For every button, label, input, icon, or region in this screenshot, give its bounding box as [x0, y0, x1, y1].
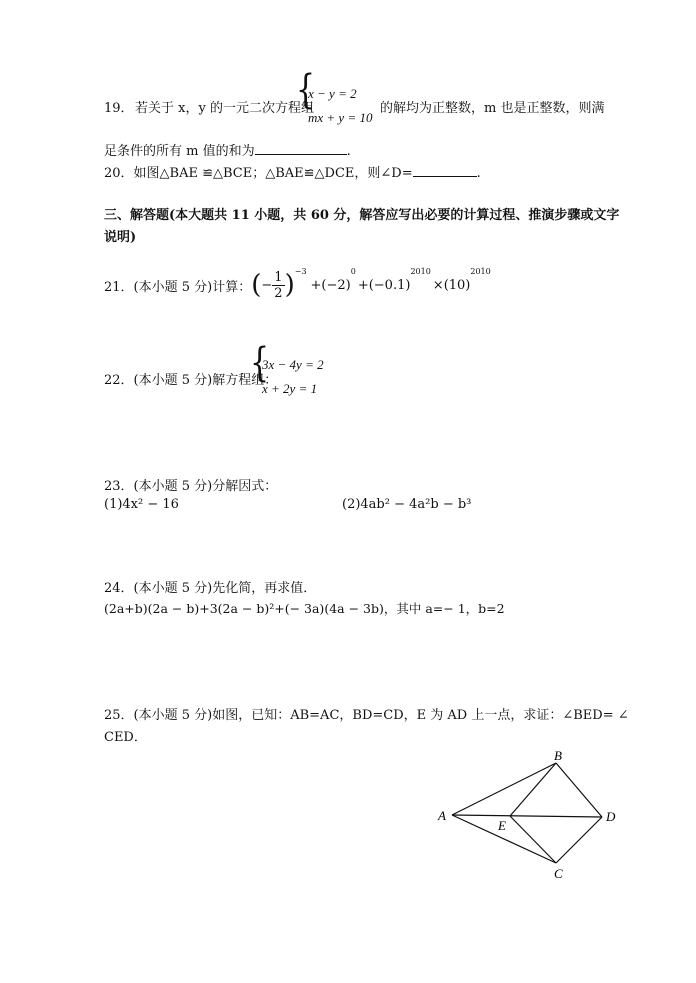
segment-ce [510, 816, 556, 863]
q19-equation-2: mx + y = 10 [308, 110, 373, 125]
term-3: +(−0.1) [357, 277, 411, 293]
q23-number: 23． [104, 479, 134, 494]
geometry-figure [430, 745, 630, 885]
q19-equation-1: x − y = 2 [308, 86, 357, 101]
q19-prefix: 若关于 x，y 的一元二次方程组 [135, 101, 314, 116]
q24-label: (本小题 5 分)先化简，再求值． [133, 581, 317, 596]
term-4: ×(10) [432, 277, 471, 293]
q23-part-1: (1)4x² − 16 [104, 497, 179, 512]
q22-equation-2: x + 2y = 1 [262, 381, 318, 396]
segment-cd [556, 817, 602, 863]
q25-lead [104, 704, 629, 723]
term-2: +(−2) [310, 277, 351, 293]
segment-bd [556, 763, 602, 817]
q19-suffix: 的解均为正整数，m 也是正整数，则满 [380, 101, 605, 116]
segment-be [510, 763, 556, 816]
point-label-b: B [554, 748, 562, 763]
q19-brace: { [296, 66, 316, 114]
q20 [104, 162, 481, 181]
q20-end: . [476, 166, 481, 181]
section-heading: 三、解答题(本大题共 11 小题，共 60 分，解答应写出必要的计算过程、推演步骤或文字 [104, 208, 620, 223]
exponent-3: 2010 [410, 267, 431, 276]
fraction-numerator: 1 [274, 269, 283, 285]
q21-label: (本小题 5 分)计算： [133, 279, 252, 295]
answer-blank[interactable] [413, 162, 477, 177]
q24-lead [104, 577, 316, 596]
q22-number: 22． [104, 373, 134, 388]
segment-ab [452, 763, 556, 815]
q24-number: 24． [104, 581, 134, 596]
exponent-2: 0 [350, 267, 356, 276]
q20-number: 20． [104, 166, 134, 181]
fraction [272, 270, 284, 301]
q22-brace: { [250, 339, 270, 387]
fraction-denominator: 2 [274, 285, 283, 301]
point-label-a: A [438, 808, 446, 823]
q20-text: 如图△BAE ≌△BCE；△BAE≌△DCE，则∠D= [133, 166, 413, 181]
segment-ad [452, 815, 602, 817]
q19-end: . [346, 144, 351, 159]
q22-equation-1: 3x − 4y = 2 [262, 357, 324, 372]
exponent-1: −3 [294, 267, 307, 276]
q25-line2: CED． [104, 730, 147, 745]
minus-sign: − [261, 277, 273, 293]
answer-blank[interactable] [255, 140, 347, 155]
q23-lead [104, 475, 277, 494]
point-label-e: E [498, 818, 506, 833]
open-paren: ( [251, 270, 262, 300]
q19-number: 19． [104, 101, 134, 116]
point-label-d: D [606, 809, 616, 824]
q23-label: (本小题 5 分)分解因式： [133, 479, 278, 494]
q19-line2-text: 足条件的所有 m 值的和为 [104, 144, 255, 159]
q21 [104, 267, 491, 303]
q25-number: 25． [104, 708, 134, 723]
exponent-4: 2010 [470, 267, 491, 276]
q19-line2 [104, 140, 351, 159]
q23-part-2: (2)4ab² − 4a²b − b³ [342, 497, 472, 512]
q24-expression: (2a+b)(2a − b)+3(2a − b)²+(− 3a)(4a − 3b)，其中 a=− 1，b=2 [104, 601, 505, 616]
q21-number: 21． [104, 279, 134, 295]
q25-text: (本小题 5 分)如图，已知：AB=AC，BD=CD，E 为 AD 上一点，求证：∠BED= ∠ [133, 708, 629, 723]
section-heading-cont: 说明) [104, 230, 137, 245]
point-label-c: C [554, 866, 563, 881]
close-paren: ) [284, 270, 295, 300]
q22-label: (本小题 5 分)解方程组： [133, 373, 278, 388]
